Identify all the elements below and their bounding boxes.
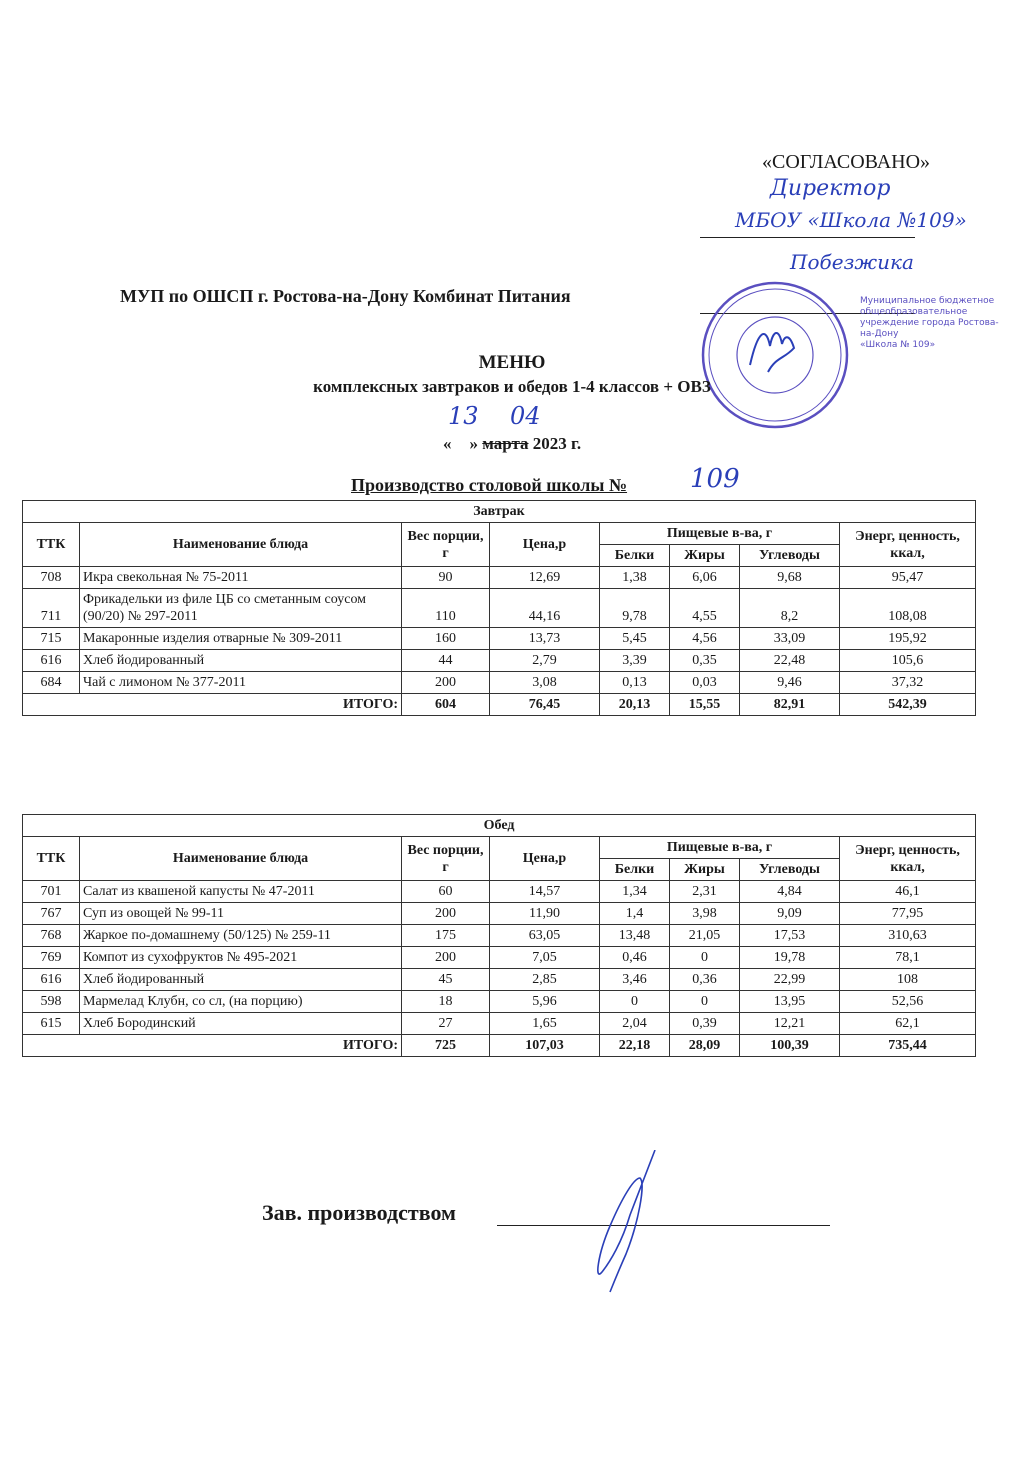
lunch-title: Обед (23, 815, 976, 837)
fat-cell: 3,98 (670, 903, 740, 925)
col-fat: Жиры (670, 859, 740, 881)
school-label: Производство столовой школы № (351, 475, 628, 495)
carbs-cell: 22,99 (740, 969, 840, 991)
table-row (23, 628, 976, 650)
protein-cell: 3,46 (600, 969, 670, 991)
energy-cell: 105,6 (840, 650, 976, 672)
fat-cell: 6,06 (670, 567, 740, 589)
col-protein: Белки (600, 859, 670, 881)
fat-cell: 0,35 (670, 650, 740, 672)
col-nutrients: Пищевые в-ва, г (600, 837, 840, 859)
carbs-cell: 33,09 (740, 628, 840, 650)
menu-title: МЕНЮ (478, 352, 546, 373)
date-close-quote: » (469, 434, 478, 453)
dish-name-cell: Макаронные изделия отварные № 309-2011 (80, 628, 402, 650)
col-weight: Вес порции, г (402, 523, 490, 567)
total-fat: 15,55 (670, 694, 740, 716)
price-cell: 7,05 (490, 947, 600, 969)
col-fat: Жиры (670, 545, 740, 567)
total-carbs: 100,39 (740, 1035, 840, 1057)
price-cell: 63,05 (490, 925, 600, 947)
ttk-cell: 616 (23, 969, 80, 991)
col-protein: Белки (600, 545, 670, 567)
col-nutrients: Пищевые в-ва, г (600, 523, 840, 545)
carbs-cell: 9,46 (740, 672, 840, 694)
dish-name-cell: Хлеб йодированный (80, 969, 402, 991)
ttk-cell: 711 (23, 589, 80, 628)
protein-cell: 9,78 (600, 589, 670, 628)
ttk-cell: 616 (23, 650, 80, 672)
protein-cell: 13,48 (600, 925, 670, 947)
menu-date (443, 434, 581, 454)
weight-cell: 110 (402, 589, 490, 628)
dish-name-cell: Мармелад Клубн, со сл, (на порцию) (80, 991, 402, 1013)
price-cell: 3,08 (490, 672, 600, 694)
fat-cell: 21,05 (670, 925, 740, 947)
total-protein: 22,18 (600, 1035, 670, 1057)
total-protein: 20,13 (600, 694, 670, 716)
protein-cell: 3,39 (600, 650, 670, 672)
table-row (23, 589, 976, 628)
menu-subtitle: комплексных завтраков и обедов 1-4 классов + ОВЗ (313, 377, 711, 396)
col-carbs: Углеводы (740, 545, 840, 567)
date-month-printed: марта (482, 434, 529, 453)
weight-cell: 45 (402, 969, 490, 991)
weight-cell: 27 (402, 1013, 490, 1035)
breakfast-total-row (23, 694, 976, 716)
handwritten-month: 04 (510, 402, 541, 430)
price-cell: 2,85 (490, 969, 600, 991)
ttk-cell: 769 (23, 947, 80, 969)
weight-cell: 90 (402, 567, 490, 589)
protein-cell: 5,45 (600, 628, 670, 650)
table-row (23, 567, 976, 589)
energy-cell: 46,1 (840, 881, 976, 903)
fat-cell: 0 (670, 991, 740, 1013)
fat-cell: 2,31 (670, 881, 740, 903)
weight-cell: 200 (402, 947, 490, 969)
price-cell: 11,90 (490, 903, 600, 925)
price-cell: 1,65 (490, 1013, 600, 1035)
weight-cell: 44 (402, 650, 490, 672)
carbs-cell: 9,09 (740, 903, 840, 925)
total-energy: 735,44 (840, 1035, 976, 1057)
weight-cell: 18 (402, 991, 490, 1013)
dish-name-cell: Суп из овощей № 99-11 (80, 903, 402, 925)
total-weight: 604 (402, 694, 490, 716)
stamp-outer-text: Муниципальное бюджетное общеобразовательное учреждение города Ростова-на-Дону (860, 296, 999, 339)
organization-name: МУП по ОШСП г. Ростова-на-Дону Комбинат Питания (120, 286, 571, 306)
table-row (23, 650, 976, 672)
table-row (23, 969, 976, 991)
ttk-cell: 598 (23, 991, 80, 1013)
carbs-cell: 22,48 (740, 650, 840, 672)
handwritten-school-org: МБОУ «Школа №109» (735, 208, 967, 232)
total-carbs: 82,91 (740, 694, 840, 716)
protein-cell: 0 (600, 991, 670, 1013)
col-price: Цена,р (490, 523, 600, 567)
carbs-cell: 17,53 (740, 925, 840, 947)
protein-cell: 0,46 (600, 947, 670, 969)
total-price: 76,45 (490, 694, 600, 716)
handwritten-day: 13 (448, 402, 479, 430)
weight-cell: 175 (402, 925, 490, 947)
dish-name-cell: Фрикадельки из филе ЦБ со сметанным соусом (90/20) № 297-2011 (80, 589, 402, 628)
breakfast-table (22, 500, 976, 716)
fat-cell: 4,55 (670, 589, 740, 628)
total-weight: 725 (402, 1035, 490, 1057)
carbs-cell: 12,21 (740, 1013, 840, 1035)
price-cell: 14,57 (490, 881, 600, 903)
ttk-cell: 701 (23, 881, 80, 903)
table-row (23, 672, 976, 694)
total-price: 107,03 (490, 1035, 600, 1057)
dish-name-cell: Икра свекольная № 75-2011 (80, 567, 402, 589)
col-ttk: ТТК (23, 837, 80, 881)
manager-signature-icon (560, 1150, 680, 1300)
price-cell: 2,79 (490, 650, 600, 672)
protein-cell: 1,38 (600, 567, 670, 589)
col-energy: Энерг, ценность, ккал, (840, 837, 976, 881)
stamp-text (860, 296, 1010, 351)
fat-cell: 0,36 (670, 969, 740, 991)
table-row (23, 991, 976, 1013)
col-dish: Наименование блюда (80, 523, 402, 567)
col-price: Цена,р (490, 837, 600, 881)
weight-cell: 160 (402, 628, 490, 650)
energy-cell: 78,1 (840, 947, 976, 969)
table-row (23, 947, 976, 969)
carbs-cell: 8,2 (740, 589, 840, 628)
total-label: ИТОГО: (23, 1035, 402, 1057)
energy-cell: 108 (840, 969, 976, 991)
carbs-cell: 19,78 (740, 947, 840, 969)
energy-cell: 37,32 (840, 672, 976, 694)
handwritten-school-number: 109 (690, 464, 740, 494)
col-dish: Наименование блюда (80, 837, 402, 881)
energy-cell: 195,92 (840, 628, 976, 650)
col-ttk: ТТК (23, 523, 80, 567)
approval-label: «СОГЛАСОВАНО» (762, 151, 931, 173)
dish-name-cell: Чай с лимоном № 377-2011 (80, 672, 402, 694)
energy-cell: 52,56 (840, 991, 976, 1013)
ttk-cell: 715 (23, 628, 80, 650)
energy-cell: 310,63 (840, 925, 976, 947)
price-cell: 5,96 (490, 991, 600, 1013)
table-row (23, 925, 976, 947)
dish-name-cell: Салат из квашеной капусты № 47-2011 (80, 881, 402, 903)
total-energy: 542,39 (840, 694, 976, 716)
stamp-inner-text: «Школа № 109» (860, 340, 936, 350)
ttk-cell: 615 (23, 1013, 80, 1035)
col-carbs: Углеводы (740, 859, 840, 881)
protein-cell: 2,04 (600, 1013, 670, 1035)
weight-cell: 200 (402, 903, 490, 925)
col-weight: Вес порции, г (402, 837, 490, 881)
col-energy: Энерг, ценность, ккал, (840, 523, 976, 567)
protein-cell: 0,13 (600, 672, 670, 694)
lunch-rows (23, 881, 976, 1035)
date-open-quote: « (443, 434, 452, 453)
total-fat: 28,09 (670, 1035, 740, 1057)
table-row (23, 1013, 976, 1035)
lunch-total-row (23, 1035, 976, 1057)
ttk-cell: 708 (23, 567, 80, 589)
energy-cell: 95,47 (840, 567, 976, 589)
weight-cell: 200 (402, 672, 490, 694)
ttk-cell: 767 (23, 903, 80, 925)
fat-cell: 0 (670, 947, 740, 969)
dish-name-cell: Хлеб Бородинский (80, 1013, 402, 1035)
dish-name-cell: Компот из сухофруктов № 495-2021 (80, 947, 402, 969)
price-cell: 13,73 (490, 628, 600, 650)
energy-cell: 77,95 (840, 903, 976, 925)
table-row (23, 903, 976, 925)
price-cell: 44,16 (490, 589, 600, 628)
fat-cell: 0,03 (670, 672, 740, 694)
fat-cell: 0,39 (670, 1013, 740, 1035)
table-row (23, 881, 976, 903)
ttk-cell: 684 (23, 672, 80, 694)
signature-label: Зав. производством (262, 1200, 457, 1225)
protein-cell: 1,4 (600, 903, 670, 925)
breakfast-rows (23, 567, 976, 694)
carbs-cell: 13,95 (740, 991, 840, 1013)
total-label: ИТОГО: (23, 694, 402, 716)
dish-name-cell: Хлеб йодированный (80, 650, 402, 672)
handwritten-director-name: Побезжика (790, 250, 914, 274)
lunch-table (22, 814, 976, 1057)
dish-name-cell: Жаркое по-домашнему (50/125) № 259-11 (80, 925, 402, 947)
ttk-cell: 768 (23, 925, 80, 947)
handwritten-director-position: Директор (770, 176, 891, 201)
carbs-cell: 9,68 (740, 567, 840, 589)
breakfast-title: Завтрак (23, 501, 976, 523)
approval-line-1 (700, 237, 915, 238)
price-cell: 12,69 (490, 567, 600, 589)
energy-cell: 108,08 (840, 589, 976, 628)
weight-cell: 60 (402, 881, 490, 903)
carbs-cell: 4,84 (740, 881, 840, 903)
fat-cell: 4,56 (670, 628, 740, 650)
energy-cell: 62,1 (840, 1013, 976, 1035)
protein-cell: 1,34 (600, 881, 670, 903)
date-year: 2023 г. (532, 434, 582, 453)
